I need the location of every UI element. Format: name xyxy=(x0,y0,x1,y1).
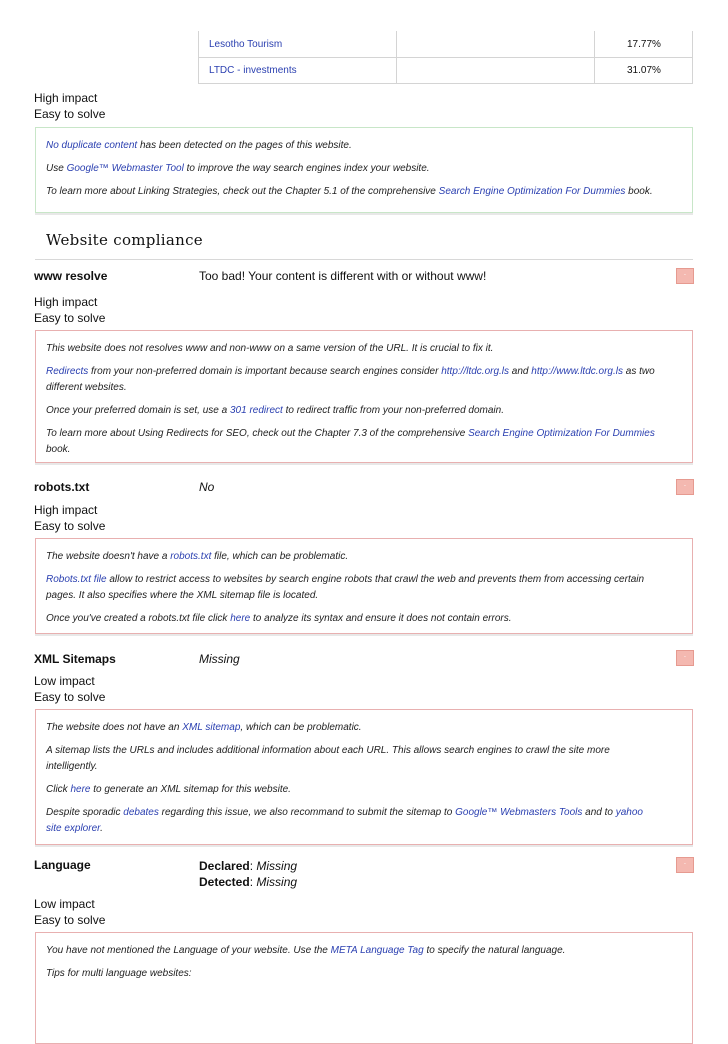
impact-level: High impact xyxy=(34,295,98,309)
table-cell-percent: 17.77% xyxy=(627,39,661,50)
check-label: robots.txt xyxy=(34,480,90,494)
effort-level: Easy to solve xyxy=(34,690,106,704)
impact-block xyxy=(34,90,105,122)
advice-text: Despite sporadic debates regarding this issue, we also recommand to submit the sitemap to Google™ Webmasters Tools and to yahoo site explorer. xyxy=(46,807,643,834)
effort-level: Easy to solve xyxy=(34,519,106,533)
url-link[interactable]: http://www.ltdc.org.ls xyxy=(531,366,623,377)
impact-block xyxy=(34,673,105,705)
advice-text: Robots.txt file allow to restrict access to websites by search engine robots that crawl the web and prevents them from accessing certain pages. It also specifies where the XML sitemap file is located. xyxy=(46,574,645,601)
advice-link[interactable]: Search Engine Optimization For Dummies xyxy=(468,428,655,439)
detected-label: Detected xyxy=(199,875,250,889)
advice-text: To learn more about Using Redirects for SEO, check out the Chapter 7.3 of the comprehensive Search Engine Optimization For Dummies book. xyxy=(46,428,655,455)
declared-label: Declared xyxy=(199,859,250,873)
advice-text: To learn more about Linking Strategies, check out the Chapter 5.1 of the comprehensive Search Engine Optimization For Dummies book. xyxy=(46,186,653,197)
advice-link[interactable]: XML sitemap xyxy=(182,722,241,733)
advice-text: Once you've created a robots.txt file click here to analyze its syntax and ensure it does not contain errors. xyxy=(46,613,512,624)
advice-link[interactable]: META Language Tag xyxy=(330,945,424,956)
advice-link[interactable]: Robots.txt file xyxy=(46,574,107,585)
check-label: www resolve xyxy=(34,269,108,283)
advice-link[interactable]: Google™ Webmaster Tool xyxy=(66,163,184,174)
status-flag-icon: · xyxy=(676,857,694,873)
advice-text: Once your preferred domain is set, use a 301 redirect to redirect traffic from your non-preferred domain. xyxy=(46,405,504,416)
check-label: Language xyxy=(34,858,91,872)
status-flag-icon: · xyxy=(676,268,694,284)
effort-level: Easy to solve xyxy=(34,311,106,325)
impact-level: High impact xyxy=(34,503,98,517)
impact-block xyxy=(34,294,105,326)
advice-text: You have not mentioned the Language of your website. Use the META Language Tag to specify the natural language. xyxy=(46,945,566,956)
table-divider xyxy=(198,83,693,84)
check-value: Declared: Missing Detected: Missing xyxy=(199,859,298,889)
advice-link[interactable]: here xyxy=(230,613,251,624)
status-flag-icon: · xyxy=(676,479,694,495)
advice-text: This website does not resolves www and non-www on a same version of the URL. It is crucial to fix it. xyxy=(46,343,494,354)
check-value: Missing xyxy=(199,652,240,666)
advice-text: Click here to generate an XML sitemap for this website. xyxy=(46,784,291,795)
advice-link[interactable]: Google™ Webmasters Tools xyxy=(455,807,583,818)
advice-box xyxy=(35,709,693,845)
impact-level: High impact xyxy=(34,91,98,105)
advice-link[interactable]: here xyxy=(70,784,91,795)
advice-box xyxy=(35,330,693,463)
advice-link[interactable]: Redirects xyxy=(46,366,89,377)
detected-value: Missing xyxy=(256,875,298,889)
advice-link[interactable]: No duplicate content xyxy=(46,140,138,151)
impact-level: Low impact xyxy=(34,674,95,688)
check-label: XML Sitemaps xyxy=(34,652,116,666)
advice-text: Redirects from your non-preferred domain is important because search engines consider http://ltdc.org.ls and http://www.ltdc.org.ls as two different websites. xyxy=(46,366,655,393)
declared-value: Missing xyxy=(256,859,298,873)
check-value: No xyxy=(199,480,215,494)
advice-link[interactable]: yahoo xyxy=(615,807,643,818)
table-cell-percent: 31.07% xyxy=(627,65,661,76)
url-link[interactable]: http://ltdc.org.ls xyxy=(441,366,510,377)
advice-link[interactable]: robots.txt xyxy=(170,551,212,562)
advice-link[interactable]: Search Engine Optimization For Dummies xyxy=(438,186,626,197)
impact-level: Low impact xyxy=(34,897,95,911)
advice-text: No duplicate content has been detected on the pages of this website. xyxy=(46,140,352,151)
advice-box xyxy=(35,932,693,1044)
effort-level: Easy to solve xyxy=(34,913,106,927)
effort-level: Easy to solve xyxy=(34,107,106,121)
advice-box xyxy=(35,538,693,634)
section-divider xyxy=(35,259,693,260)
table-row xyxy=(198,57,693,83)
impact-block xyxy=(34,896,105,928)
advice-text: Tips for multi language websites: xyxy=(46,968,192,979)
advice-text: A sitemap lists the URLs and includes additional information about each URL. This allows search engines to crawl the site more intelligently. xyxy=(46,745,610,772)
advice-text: Use Google™ Webmaster Tool to improve the way search engines index your website. xyxy=(46,163,430,174)
table-cell-link[interactable]: LTDC - investments xyxy=(209,65,297,76)
advice-text: The website doesn't have a robots.txt file, which can be problematic. xyxy=(46,551,349,562)
check-value: Too bad! Your content is different with or without www! xyxy=(199,269,487,283)
advice-text: The website does not have an XML sitemap, which can be problematic. xyxy=(46,722,362,733)
advice-link[interactable]: site explorer xyxy=(46,823,101,834)
table-cell-link[interactable]: Lesotho Tourism xyxy=(209,39,283,50)
advice-link[interactable]: 301 redirect xyxy=(229,405,283,416)
advice-link[interactable]: debates xyxy=(123,807,159,818)
impact-block xyxy=(34,502,105,534)
section-title: Website compliance xyxy=(46,231,203,249)
status-flag-icon: · xyxy=(676,650,694,666)
advice-box xyxy=(35,127,693,213)
table-row xyxy=(198,31,693,57)
